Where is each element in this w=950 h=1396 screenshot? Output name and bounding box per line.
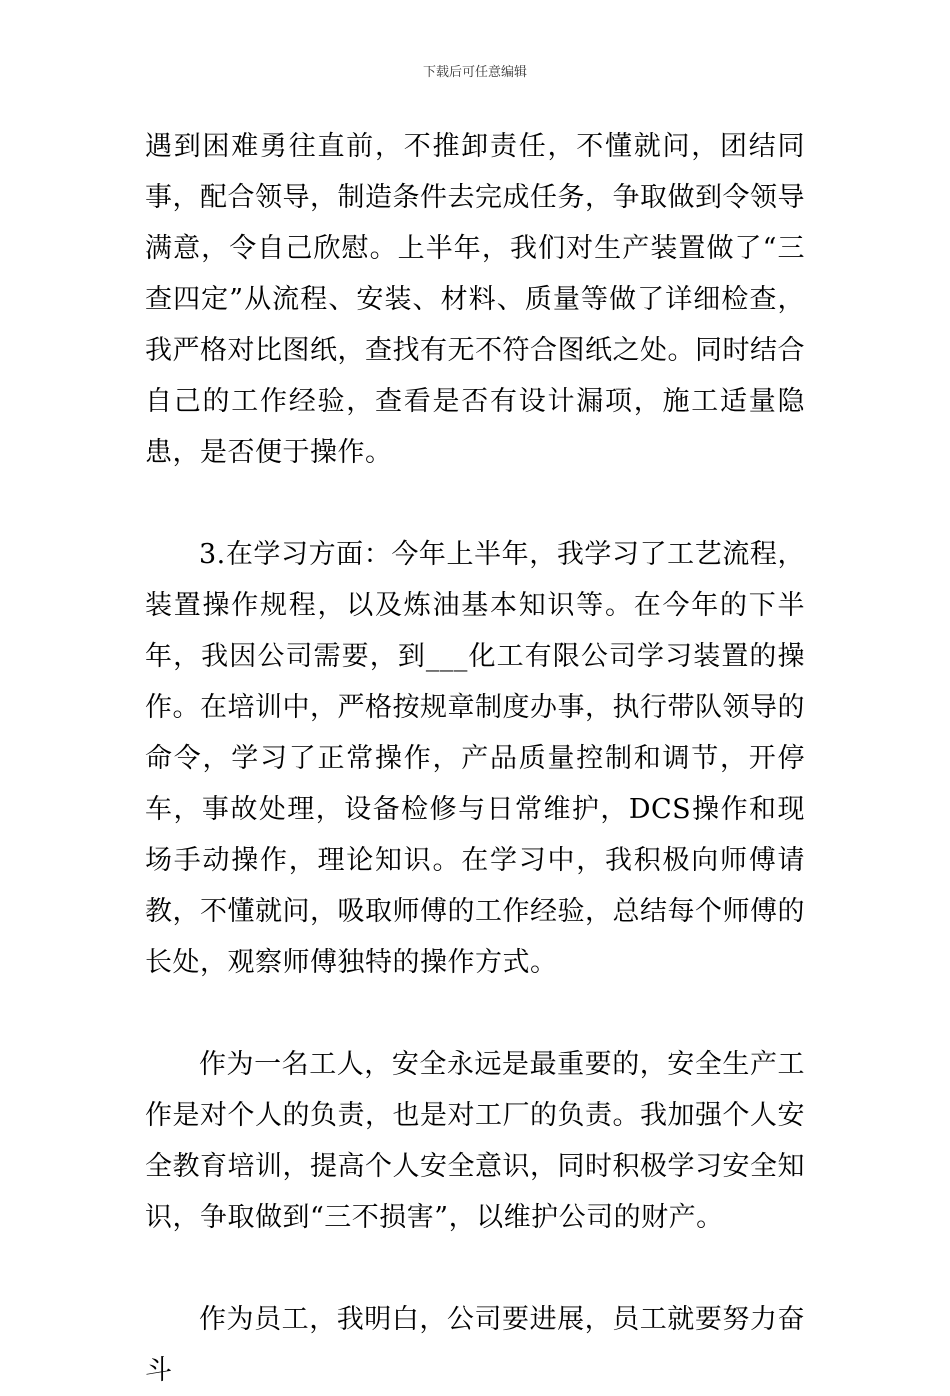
- paragraph-learning: 3.在学习方面：今年上半年，我学习了工艺流程，装置操作规程，以及炼油基本知识等。在今年的下半年，我因公司需要，到___化工有限公司学习装置的操作。在培训中，严格按规章制度办事，执行带队领导的命令，学习了正常操作，产品质量控制和调节，开停车，事故处理，设备检修与日常维护，DCS操作和现场手动操作，理论知识。在学习中，我积极向师傅请教，不懂就问，吸取师傅的工作经验，总结每个师傅的长处，观察师傅独特的操作方式。: [145, 539, 805, 978]
- document-body: [145, 121, 805, 1396]
- page-header: 下载后可任意编辑: [422, 65, 527, 80]
- paragraph-work-attitude: 遇到困难勇往直前，不推卸责任，不懂就问，团结同事，配合领导，制造条件去完成任务，争取做到令领导满意，令自己欣慰。上半年，我们对生产装置做了“三查四定”从流程、安装、材料、质量等做了详细检查，我严格对比图纸，查找有无不符合图纸之处。同时结合自己的工作经验，查看是否有设计漏项，施工适量隐患，是否便于操作。: [145, 131, 805, 468]
- paragraph-employee: 作为员工，我明白，公司要进展，员工就要努力奋斗: [145, 1304, 805, 1386]
- paragraph-safety: 作为一名工人，安全永远是最重要的，安全生产工作是对个人的负责，也是对工厂的负责。我加强个人安全教育培训，提高个人安全意识，同时积极学习安全知识，争取做到“三不损害”，以维护公司的财产。: [145, 1049, 805, 1233]
